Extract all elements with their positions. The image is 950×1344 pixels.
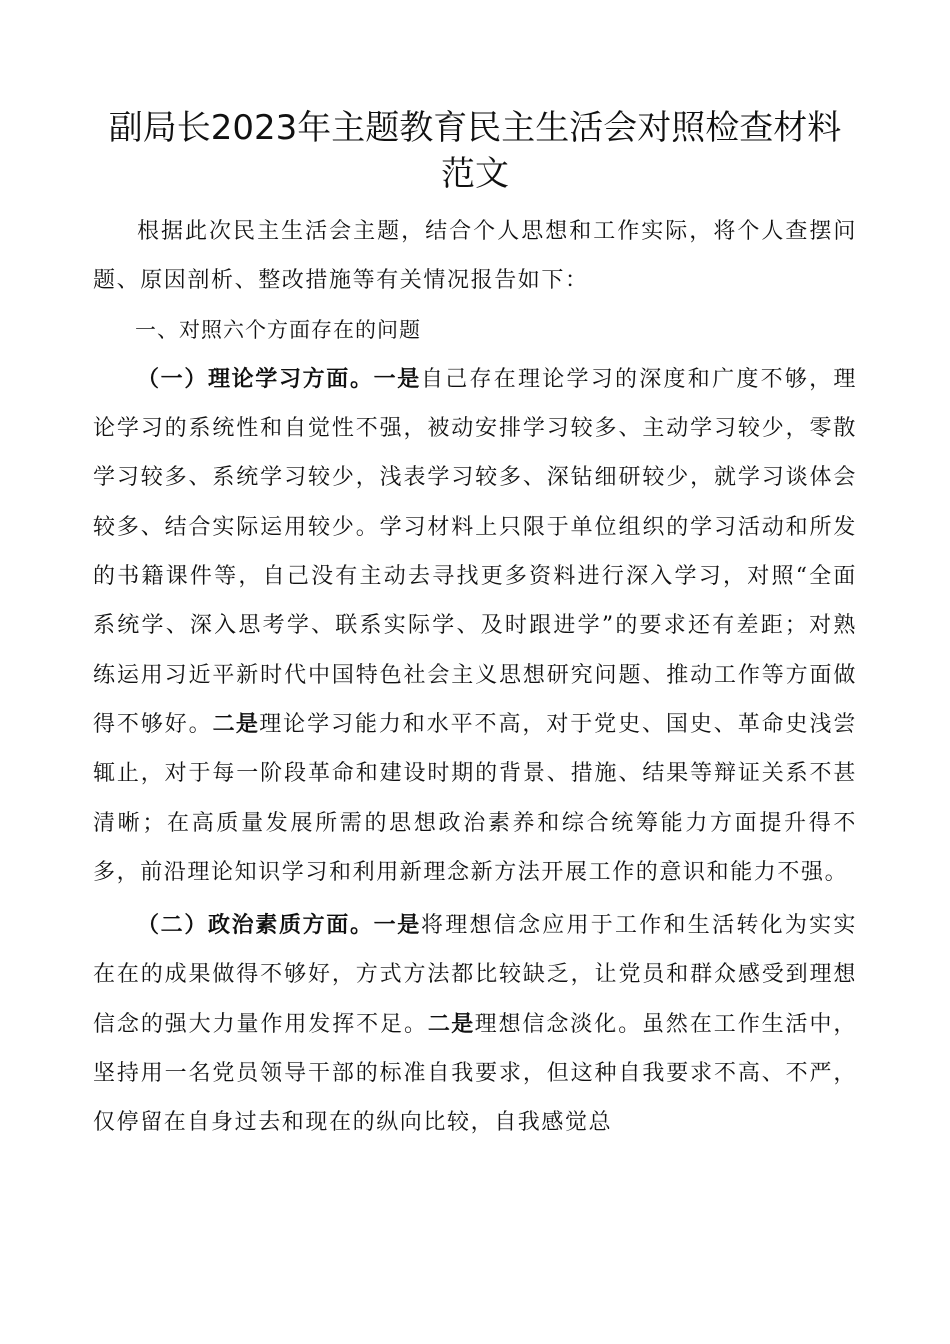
- document-title: [93, 105, 857, 197]
- paragraph-text: 自己存在理论学习的深度和广度不够，理论学习的系统性和自觉性不强，被动安排学习较多、主动学习较少，零散学习较多、系统学习较少，浅表学习较多、深钻细研较少，就学习谈体会较多、结合实际运用较少。学习材料上只限于单位组织的学习活动和所发的书籍课件等，自己没有主动去寻找更多资料进行深入学习，对照“全面系统学、深入思考学、联系实际学、及时跟进学”的要求还有差距；对熟练运用习近平新时代中国特色社会主义思想研究问题、推动工作等方面做得不够好。: [93, 366, 857, 737]
- subsection-heading: （二）政治素质方面。: [137, 913, 374, 939]
- section-heading: 一、对照六个方面存在的问题: [135, 317, 421, 342]
- paragraph-text: 理论学习能力和水平不高，对于党史、国史、革命史浅尝辄止，对于每一阶段革命和建设时期的背景、措施、结果等辩证关系不甚清晰；在高质量发展所需的思想政治素养和综合统筹能力方面提升得不多，前沿理论知识学习和利用新理念新方法开展工作的意识和能力不强。: [93, 711, 857, 885]
- paragraph-text: 理想信念淡化。虽然在工作生活中，坚持用一名党员领导干部的标准自我要求，但这种自我要求不高、不严，仅停留在自身过去和现在的纵向比较，自我感觉总: [93, 1011, 857, 1136]
- paragraph-political-quality: [93, 901, 857, 1147]
- paragraph-theory-study: [93, 355, 857, 897]
- document-body: [93, 207, 857, 1148]
- subsection-heading: （一）理论学习方面。: [137, 366, 374, 392]
- point-marker: 二是: [427, 1011, 475, 1037]
- document-page: [93, 105, 857, 1148]
- point-marker: 一是: [373, 366, 421, 392]
- title-line-2: 范文: [441, 154, 509, 194]
- intro-paragraph: 根据此次民主生活会主题，结合个人思想和工作实际，将个人查摆问题、原因剖析、整改措施等有关情况报告如下：: [93, 219, 857, 294]
- title-line-1: 副局长2023年主题教育民主生活会对照检查材料: [108, 108, 842, 148]
- point-marker: 一是: [373, 913, 421, 939]
- paragraph-text: 将理想信念应用于工作和生活转化为实实在在的成果做得不够好，方式方法都比较缺乏，让党员和群众感受到理想信念的强大力量作用发挥不足。: [93, 913, 857, 1037]
- point-marker: 二是: [212, 711, 260, 737]
